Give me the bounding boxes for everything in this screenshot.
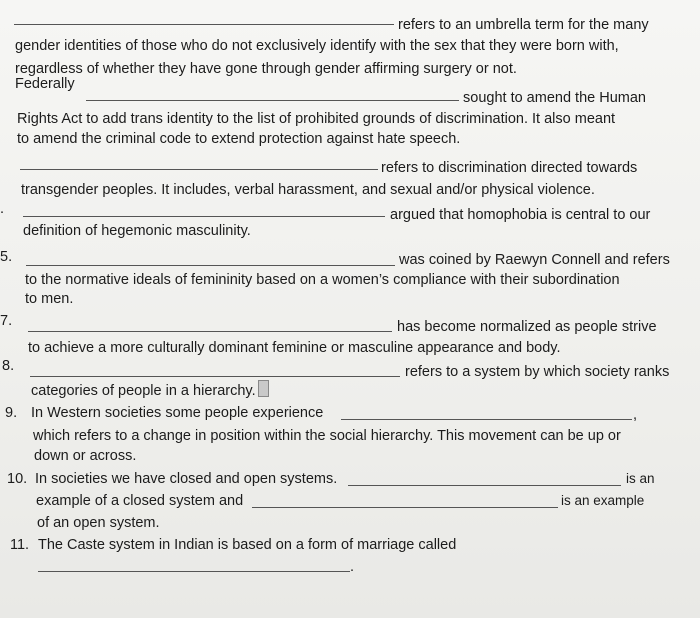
answer-blank-3[interactable] — [20, 169, 378, 170]
q1-line-2: gender identities of those who do not exclusively identify with the sex that they were born with, — [15, 38, 619, 54]
q8-line-2 — [31, 380, 269, 400]
answer-blank-10a[interactable] — [348, 485, 621, 486]
q10-line-2: is an — [626, 471, 655, 486]
q11-period: . — [350, 559, 355, 575]
q5-number: 5. — [0, 249, 13, 265]
q2-line-1: Federally — [15, 76, 75, 92]
q11-line-1: The Caste system in Indian is based on a form of marriage called — [38, 537, 457, 553]
q11-number: 11. — [10, 537, 30, 553]
q7-line-1: has become normalized as people strive — [397, 319, 657, 335]
q8-line-2-text: categories of people in a hierarchy. — [31, 383, 256, 399]
q5-line-3: to men. — [25, 291, 74, 307]
q10-line-1: In societies we have closed and open systems. — [35, 471, 338, 487]
q8-number: 8. — [2, 358, 15, 374]
q10-line-5: of an open system. — [37, 515, 160, 531]
q4-number: . — [0, 201, 5, 217]
answer-blank-5[interactable] — [26, 265, 395, 266]
q5-line-2: to the normative ideals of femininity based on a women’s compliance with their subordination — [25, 272, 620, 288]
q7-line-2: to achieve a more culturally dominant feminine or masculine appearance and body. — [28, 340, 561, 356]
q9-number: 9. — [5, 405, 18, 421]
text-cursor-icon — [258, 380, 269, 397]
answer-blank-8[interactable] — [30, 376, 400, 377]
q4-line-1: argued that homophobia is central to our — [390, 207, 651, 223]
q9-line-2: which refers to a change in position within the social hierarchy. This movement can be up or — [33, 428, 621, 444]
answer-blank-1[interactable] — [14, 24, 394, 25]
q9-line-3: down or across. — [34, 448, 137, 464]
q7-number: 7. — [0, 313, 13, 329]
q5-line-1: was coined by Raewyn Connell and refers — [399, 252, 670, 268]
q1-line-3: regardless of whether they have gone through gender affirming surgery or not. — [15, 61, 517, 77]
answer-blank-7[interactable] — [28, 331, 392, 332]
q9-line-1: In Western societies some people experience — [31, 405, 324, 421]
q3-line-2: transgender peoples. It includes, verbal harassment, and sexual and/or physical violence. — [21, 182, 595, 198]
answer-blank-10b[interactable] — [252, 507, 558, 508]
q2-line-2: sought to amend the Human — [463, 90, 646, 106]
q1-line-1: refers to an umbrella term for the many — [398, 17, 649, 33]
q9-comma: , — [633, 407, 638, 423]
q10-line-4: is an example — [561, 493, 645, 508]
answer-blank-4[interactable] — [23, 216, 385, 217]
q2-line-3: Rights Act to add trans identity to the list of prohibited grounds of discrimination. It also meant — [17, 111, 616, 127]
answer-blank-2[interactable] — [86, 100, 459, 101]
answer-blank-9[interactable] — [341, 419, 632, 420]
q10-line-3: example of a closed system and — [36, 493, 244, 509]
q3-line-1: refers to discrimination directed towards — [381, 160, 638, 176]
q2-line-4: to amend the criminal code to extend protection against hate speech. — [17, 131, 461, 147]
q10-number: 10. — [7, 471, 28, 487]
q4-line-2: definition of hegemonic masculinity. — [23, 223, 251, 239]
answer-blank-11[interactable] — [38, 571, 350, 572]
q8-line-1: refers to a system by which society ranks — [405, 364, 670, 380]
